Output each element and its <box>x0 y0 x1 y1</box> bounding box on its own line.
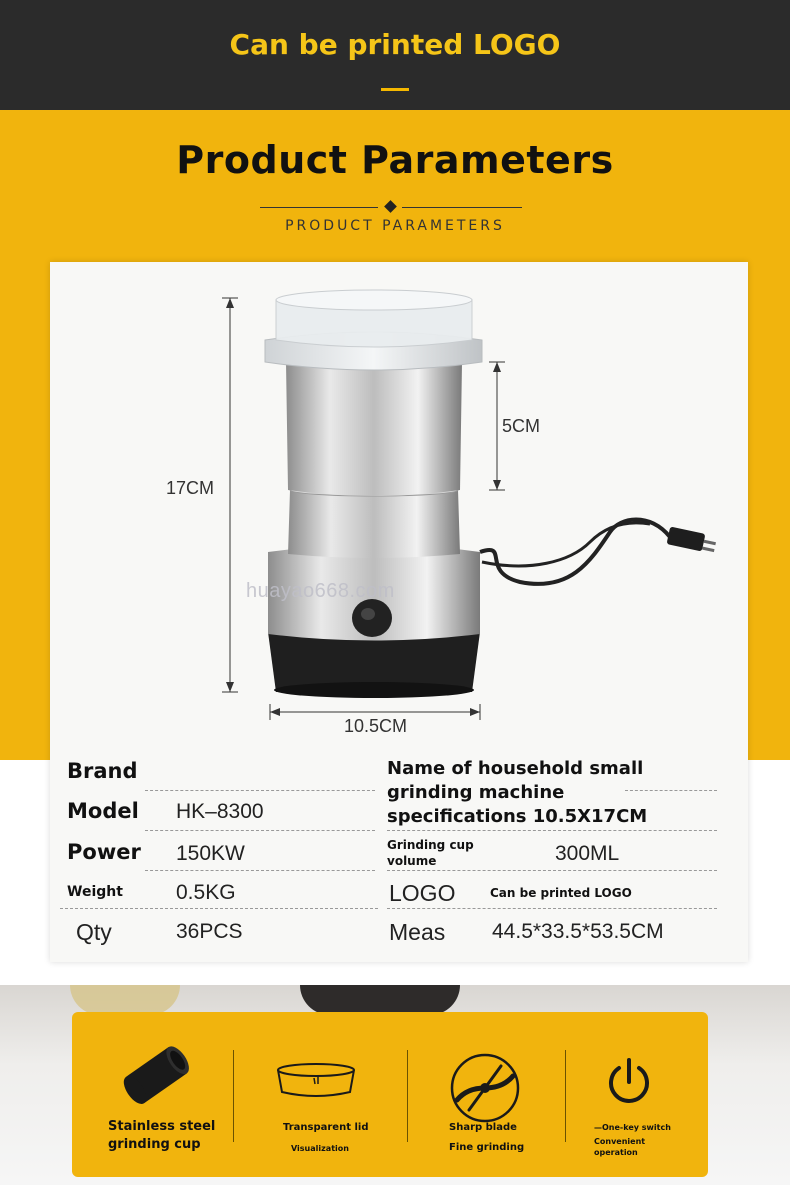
row-divider <box>145 870 375 871</box>
cup-volume-label: Grinding cup volume <box>387 838 474 868</box>
power-value: 150KW <box>176 842 245 865</box>
steel-cup-icon <box>118 1038 198 1110</box>
background-photo-object <box>70 985 180 1015</box>
feature-lid-line1: Transparent lid <box>283 1122 369 1133</box>
qty-value: 36PCS <box>176 920 243 943</box>
feature-separator <box>407 1050 408 1142</box>
parameter-card <box>50 262 748 962</box>
product-name-description: Name of household small grinding machine specifications 10.5X17CM <box>387 758 648 827</box>
weight-label: Weight <box>67 884 123 900</box>
model-value: HK–8300 <box>176 800 264 823</box>
feature-steel-line2: grinding cup <box>108 1137 201 1152</box>
feature-separator <box>565 1050 566 1142</box>
weight-value: 0.5KG <box>176 881 236 904</box>
blade-icon <box>447 1050 523 1126</box>
power-switch-icon <box>604 1056 654 1108</box>
row-divider <box>387 870 717 871</box>
transparent-lid-icon <box>274 1060 358 1104</box>
row-divider <box>387 908 717 909</box>
section-title: Product Parameters <box>176 138 614 182</box>
model-label: Model <box>67 799 139 823</box>
cup-depth-label: 5CM <box>502 416 541 436</box>
brand-label: Brand <box>67 759 138 783</box>
banner-text: Can be printed LOGO <box>229 28 561 61</box>
row-divider <box>145 790 375 791</box>
logo-value: Can be printed LOGO <box>490 886 632 900</box>
row-divider <box>145 830 375 831</box>
meas-label: Meas <box>389 919 446 945</box>
diamond-icon <box>384 200 397 213</box>
meas-value: 44.5*33.5*53.5CM <box>492 920 664 943</box>
cup-volume-value: 300ML <box>555 842 620 865</box>
height-dimension-label: 17CM <box>166 478 215 498</box>
feature-separator <box>233 1050 234 1142</box>
logo-label: LOGO <box>389 880 456 906</box>
qty-label: Qty <box>76 919 112 945</box>
power-label: Power <box>67 840 141 864</box>
divider-left <box>260 207 378 208</box>
feature-switch-line2: Convenient operation <box>594 1137 646 1157</box>
feature-blade-line1: Sharp blade <box>449 1122 517 1133</box>
background-photo-object <box>300 985 460 1015</box>
section-subtitle: PRODUCT PARAMETERS <box>285 218 505 234</box>
features-panel <box>72 1012 708 1177</box>
banner-divider <box>381 88 409 91</box>
divider-right <box>402 207 522 208</box>
top-banner <box>0 0 790 110</box>
row-divider <box>60 908 378 909</box>
watermark: huayao668.com <box>246 580 395 602</box>
feature-lid-line2: Visualization <box>291 1144 349 1153</box>
feature-blade-line2: Fine grinding <box>449 1142 525 1153</box>
product-image <box>50 262 748 742</box>
row-divider <box>625 790 717 791</box>
width-dimension-label: 10.5CM <box>344 716 408 736</box>
row-divider <box>387 830 717 831</box>
feature-steel-line1: Stainless steel <box>108 1119 216 1134</box>
feature-switch-line1: —One-key switch <box>594 1123 671 1132</box>
